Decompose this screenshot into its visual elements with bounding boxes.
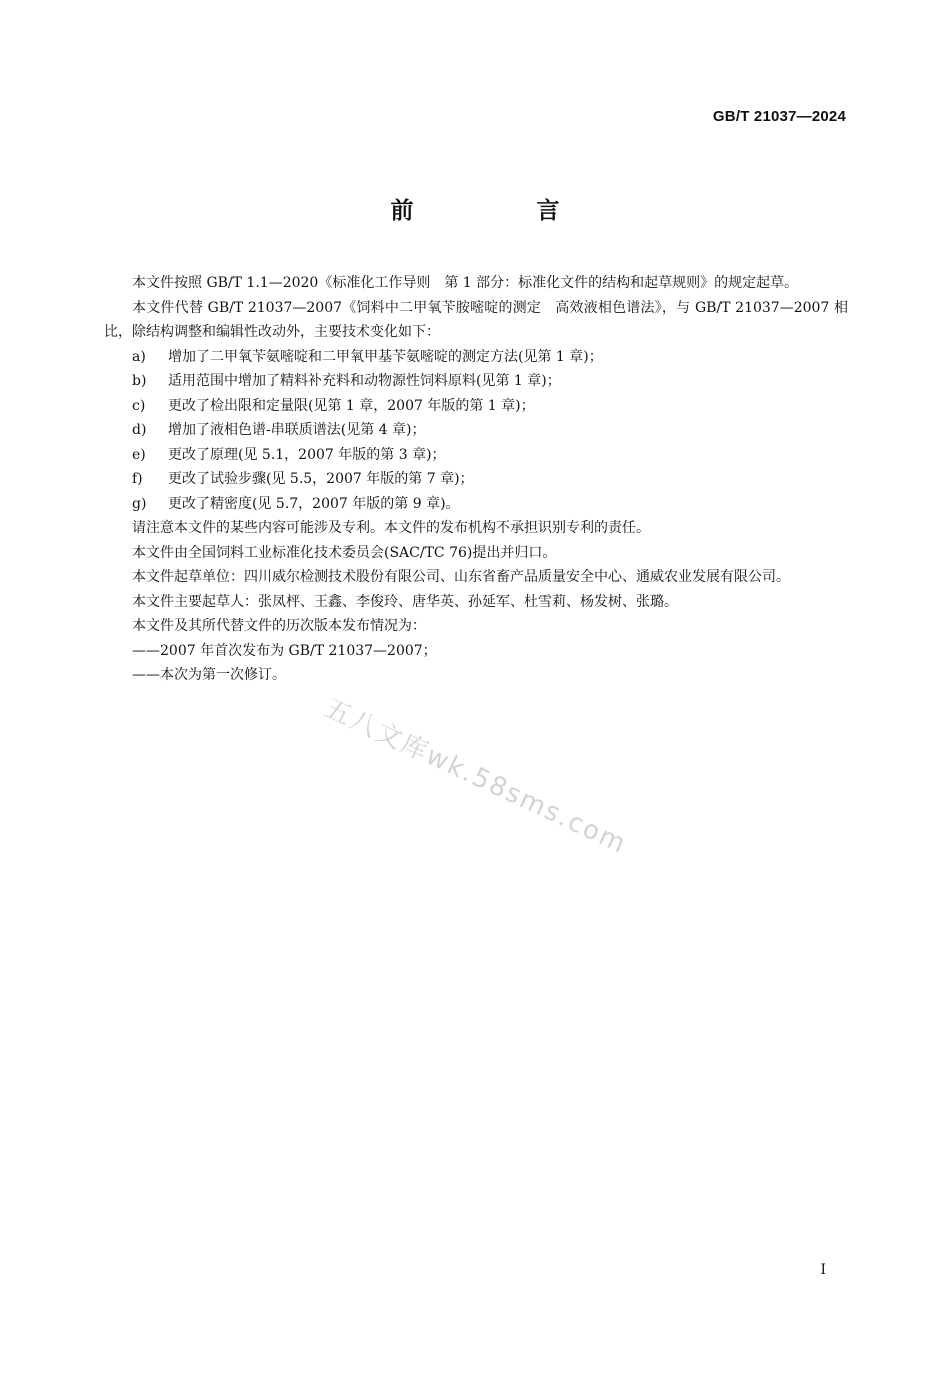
list-item [104,345,848,370]
page-number: I [820,1262,826,1278]
list-marker: a) [132,348,146,365]
paragraph-drafting-units: 本文件起草单位：四川威尔检测技术股份有限公司、山东省畜产品质量安全中心、通威农业发展有限公司。 [132,569,790,585]
list-item-text: 更改了精密度(见 5.7，2007 年版的第 9 章)。 [168,495,460,512]
list-marker: b) [132,373,147,389]
list-item-text: 更改了试验步骤(见 5.5，2007 年版的第 7 章)； [168,471,474,487]
list-item-text: 增加了液相色谱-串联质谱法(见第 4 章)； [168,422,426,438]
list-marker: e) [132,446,146,463]
list-item-text: 增加了二甲氧苄氨嘧啶和二甲氧甲基苄氨嘧啶的测定方法(见第 1 章)； [168,348,603,365]
list-item [104,443,848,468]
list-marker: d) [132,422,147,438]
list-marker: g) [132,495,147,512]
page-title: 前 言 [390,198,610,224]
paragraph-history-intro: 本文件及其所代替文件的历次版本发布情况为： [132,618,426,634]
list-item [104,394,848,419]
paragraph-drafting-rules: 本文件按照 GB/T 1.1—2020《标准化工作导则 第 1 部分：标准化文件的结构和起草规则》的规定起草。 [132,275,799,291]
paragraph-committee: 本文件由全国饲料工业标准化技术委员会(SAC/TC 76)提出并归口。 [132,544,557,561]
history-list [104,639,848,688]
list-item-text: 适用范围中增加了精料补充料和动物源性饲料原料(见第 1 章)； [168,373,561,389]
history-item: ——本次为第一次修订。 [132,667,286,683]
paragraph-replacement: 本文件代替 GB/T 21037—2007《饲料中二甲氧苄胺嘧啶的测定 高效液相色谱法》，与 GB/T 21037—2007 相比，除结构调整和编辑性改动外，主要技术变化如下： [104,299,848,340]
list-marker: c) [132,397,146,414]
list-item [104,369,848,394]
technical-changes-list [104,345,848,517]
watermark: 五八文库wk.58sms.com [319,693,632,861]
list-marker: f) [132,471,143,487]
document-body [104,271,848,688]
list-item [104,467,848,492]
paragraph-patent-notice: 请注意本文件的某些内容可能涉及专利。本文件的发布机构不承担识别专利的责任。 [132,520,650,536]
list-item [104,492,848,517]
standard-code: GB/T 21037—2024 [712,108,846,125]
list-item-text: 更改了检出限和定量限(见第 1 章，2007 年版的第 1 章)； [168,397,535,414]
list-item [104,418,848,443]
history-item: ——2007 年首次发布为 GB/T 21037—2007； [132,642,437,659]
paragraph-drafters: 本文件主要起草人：张凤枰、王鑫、李俊玲、唐华英、孙延军、杜雪莉、杨发树、张璐。 [132,593,678,610]
list-item-text: 更改了原理(见 5.1，2007 年版的第 3 章)； [168,446,446,463]
